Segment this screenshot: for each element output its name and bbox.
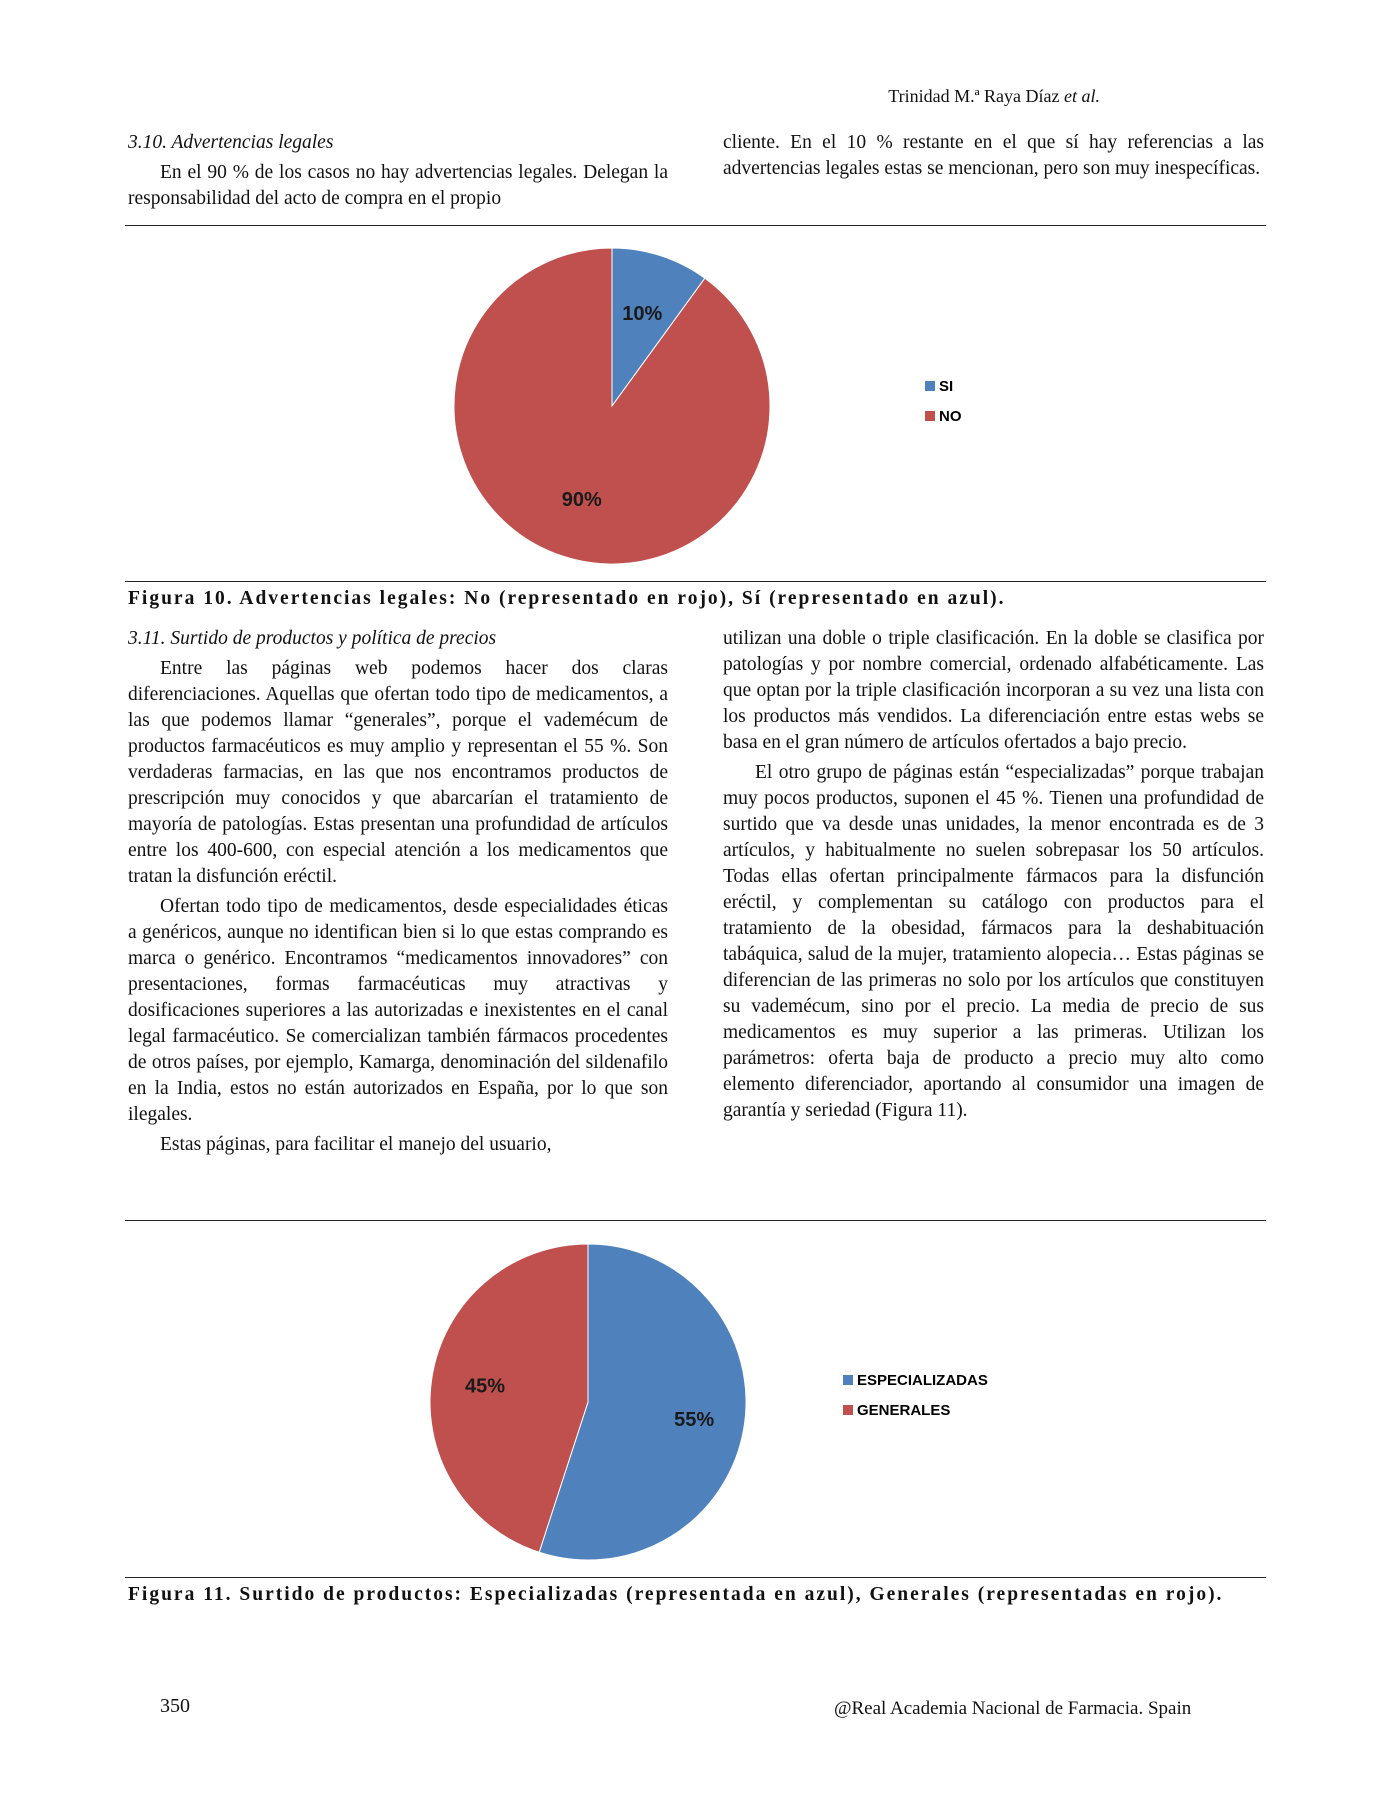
section-11-right-paragraph-1: utilizan una doble o triple clasificación. En la doble se clasifica por patologías y por nombre comercial, ordenado alfabéticamente. Las que optan por la triple clasificación incorporan a su vez una lista con los productos más vendidos. La diferenciación entre estas webs se basa en el gran número de artículos ofertados a bajo precio. <box>723 628 1264 753</box>
section-11-left-column <box>128 626 668 1162</box>
legend-swatch <box>925 411 935 421</box>
section-11-right-column <box>723 626 1264 1128</box>
figure-11-bottom-rule <box>125 1577 1266 1578</box>
figure-10-bottom-rule <box>125 581 1266 582</box>
legend-label: NO <box>939 408 962 425</box>
section-11-title: 3.11. Surtido de productos y política de precios <box>128 628 497 649</box>
legend-swatch <box>925 381 935 391</box>
section-10-left-column <box>128 130 668 216</box>
legend-label: ESPECIALIZADAS <box>857 1372 988 1389</box>
figure-10-top-rule <box>125 225 1266 226</box>
pie-value-label: 55% <box>674 1408 715 1431</box>
figure-11-top-rule <box>125 1220 1266 1221</box>
pie-chart-legal-warnings <box>454 248 962 564</box>
figure-11-pie-chart <box>400 1232 1020 1572</box>
running-header <box>888 86 1100 107</box>
section-11-left-paragraph-2: Ofertan todo tipo de medicamentos, desde especialidades éticas a genéricos, aunque no identifican bien si lo que estas comprando es marca o genérico. Encontramos “medicamentos innovadores” con presentaciones, formas farmacéuticas muy atractivas y dosificaciones superiores a las autorizadas e inexistentes en el canal legal farmacéutico. Se comercializan también fármacos procedentes de otros países, por ejemplo, Kamarga, denominación del sildenafilo en la India, estos no están autorizados en España, por lo que son ilegales. <box>128 896 668 1125</box>
pie-value-label: 45% <box>464 1375 506 1398</box>
legend-swatch <box>843 1405 853 1415</box>
figure-10-caption: Figura 10. Advertencias legales: No (representado en rojo), Sí (representado en azul). <box>128 588 1006 609</box>
section-10-paragraph-left: En el 90 % de los casos no hay advertencias legales. Delegan la responsabilidad del acto de compra en el propio <box>128 162 668 209</box>
header-author: Trinidad M.ª Raya Díaz <box>888 86 1060 106</box>
legend-label: GENERALES <box>857 1402 951 1419</box>
section-11-right-paragraph-2: El otro grupo de páginas están “especializadas” porque trabajan muy pocos productos, suponen el 45 %. Tienen una profundidad de surtido que va desde unas unidades, la menor encontrada es de 3 artículos, y habitualmente no suelen sobrepasar los 50 artículos. Todas ellas ofertan principalmente fármacos para la disfunción eréctil, y complementan su catálogo con productos para el tratamiento de la obesidad, fármacos para la deshabituación tabáquica, salud de la mujer, tratamiento alopecia… Estas páginas se diferencian de las primeras no solo por los artículos que constituyen su vademécum, sino por el precio. La media de precio de sus medicamentos es muy superior a las primeras. Utilizan los parámetros: oferta baja de producto a precio muy alto como elemento diferenciador, aportando al consumidor una imagen de garantía y seriedad (Figura 11). <box>723 762 1264 1121</box>
pie-value-label: 90% <box>561 489 602 512</box>
pie-slice-no <box>454 248 770 564</box>
page-number: 350 <box>160 1695 190 1717</box>
pie-value-label: 10% <box>622 302 663 325</box>
figure-10-pie-chart <box>400 236 1020 576</box>
figure-11-caption: Figura 11. Surtido de productos: Especializadas (representada en azul), Generales (representadas en rojo). <box>128 1584 1224 1605</box>
section-11-left-paragraph-1: Entre las páginas web podemos hacer dos claras diferenciaciones. Aquellas que ofertan todo tipo de medicamentos, a las que podemos llamar “generales”, porque el vademécum de productos farmacéuticos es muy amplio y representan el 55 %. Son verdaderas farmacias, en las que nos encontramos productos de prescripción muy conocidos y que abarcarían el tratamiento de mayoría de patologías. Estas presentan una profundidad de artículos entre los 400-600, con especial atención a los medicamentos que tratan la disfunción eréctil. <box>128 658 668 887</box>
legend-label: SI <box>939 378 954 395</box>
section-11-left-paragraph-3: Estas páginas, para facilitar el manejo del usuario, <box>160 1134 552 1155</box>
section-10-title: 3.10. Advertencias legales <box>128 132 334 153</box>
section-10-right-column <box>723 130 1264 186</box>
header-etal: et al. <box>1064 86 1100 106</box>
pie-chart-product-assortment <box>430 1244 988 1560</box>
section-10-paragraph-right: cliente. En el 10 % restante en el que sí hay referencias a las advertencias legales estas se mencionan, pero son muy inespecíficas. <box>723 132 1264 179</box>
legend-swatch <box>843 1375 853 1385</box>
publisher-footer: @Real Academia Nacional de Farmacia. Spain <box>834 1698 1192 1719</box>
